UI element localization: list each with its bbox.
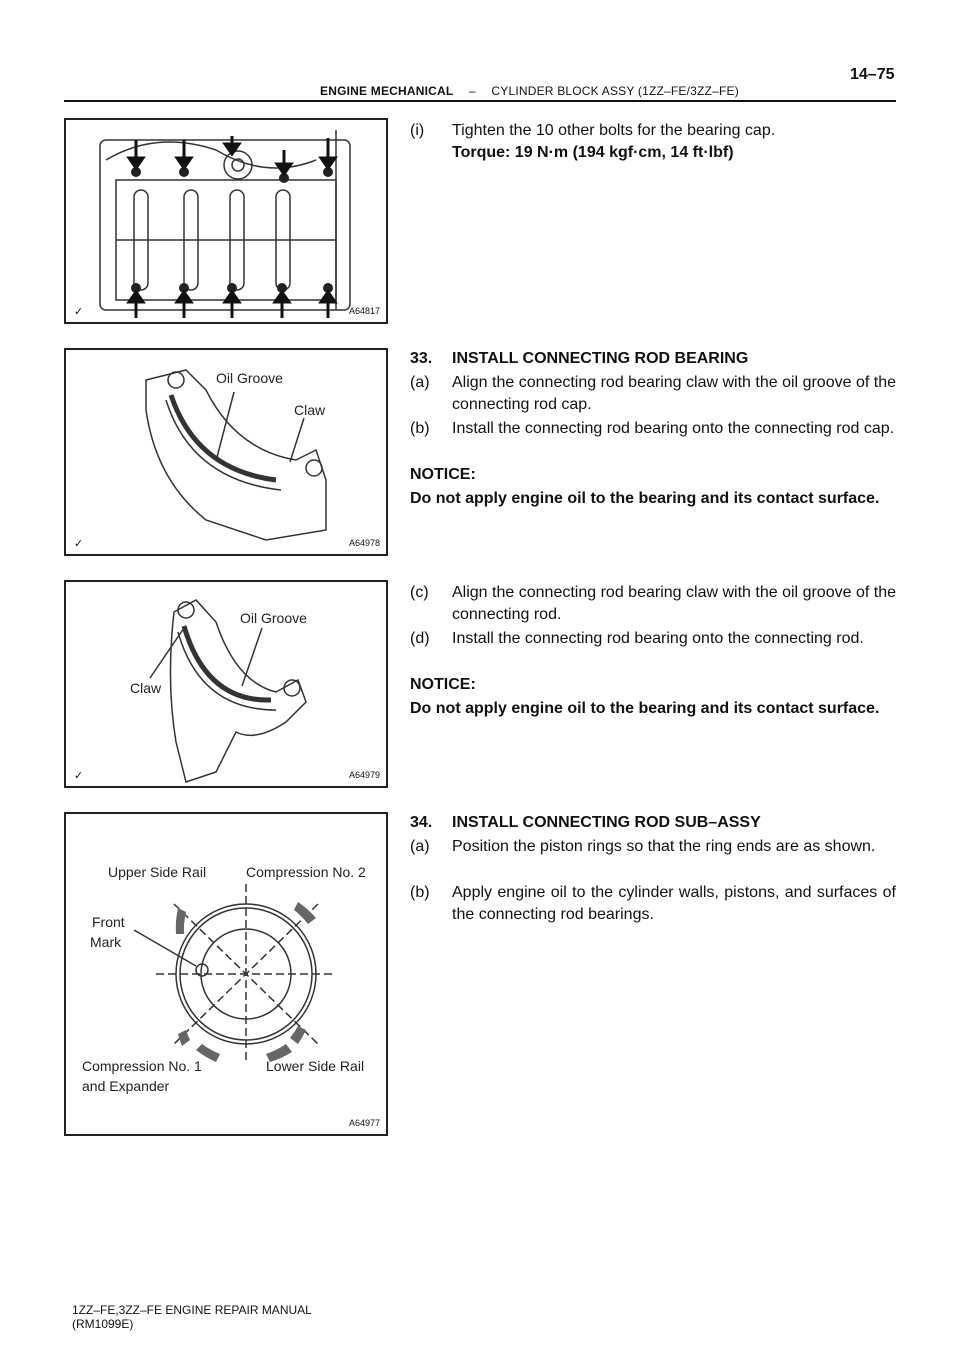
step-33-title: 33. INSTALL CONNECTING ROD BEARING bbox=[410, 350, 749, 367]
figure-mark: ✓ bbox=[74, 538, 84, 550]
step-33b: (b) Install the connecting rod bearing onto the connecting rod cap. bbox=[410, 420, 895, 437]
step-33d: (d) Install the connecting rod bearing onto the connecting rod. bbox=[410, 630, 864, 647]
notice-1-title: NOTICE: bbox=[410, 466, 476, 483]
step-34a: (a) Position the piston rings so that the ring ends are as shown. bbox=[410, 838, 876, 855]
figure-code: A64977 bbox=[348, 1118, 380, 1128]
label-compression-no-1: Compression No. 1 bbox=[82, 1058, 202, 1074]
figure-code: A64978 bbox=[348, 538, 380, 548]
step-33a: (a) Align the connecting rod bearing claw with the oil groove of the connecting rod cap. bbox=[410, 374, 896, 413]
label-oil-groove: Oil Groove bbox=[216, 370, 283, 386]
label-mark: Mark bbox=[90, 934, 122, 950]
label-claw: Claw bbox=[130, 680, 162, 696]
figure-bearing-cap-bolts bbox=[64, 118, 388, 324]
notice-2-text: Do not apply engine oil to the bearing and its contact surface. bbox=[410, 700, 880, 717]
label-upper-side-rail: Upper Side Rail bbox=[108, 864, 207, 880]
step-i: (i) Tighten the 10 other bolts for the bearing cap. Torque: 19 N·m (194 kgf·cm, 14 ft·lbf) bbox=[410, 120, 896, 164]
figure-rod-bearing bbox=[64, 580, 388, 788]
footer-manual-code: (RM1099E) bbox=[72, 1317, 134, 1331]
notice-1-text: Do not apply engine oil to the bearing and its contact surface. bbox=[410, 490, 880, 507]
step-33c: (c) Align the connecting rod bearing claw with the oil groove of the connecting rod. bbox=[410, 584, 896, 623]
step-34-title: 34. INSTALL CONNECTING ROD SUB–ASSY bbox=[410, 814, 761, 831]
label-compression-no-2: Compression No. 2 bbox=[246, 864, 366, 880]
label-front: Front bbox=[92, 914, 125, 930]
header-rule bbox=[64, 100, 896, 102]
figure-mark: ✓ bbox=[74, 770, 84, 782]
connecting-rod-diagram bbox=[66, 582, 386, 786]
step-34b: (b) Apply engine oil to the cylinder walls, pistons, and surfaces of the connecting rod bearings. bbox=[410, 884, 896, 923]
header-separator: – bbox=[468, 84, 476, 98]
label-lower-side-rail: Lower Side Rail bbox=[266, 1058, 365, 1074]
label-and-expander: and Expander bbox=[82, 1078, 170, 1094]
label-claw: Claw bbox=[294, 402, 326, 418]
figure-piston-rings bbox=[64, 812, 388, 1136]
notice-2-title: NOTICE: bbox=[410, 676, 476, 693]
figure-rod-cap-bearing bbox=[64, 348, 388, 556]
running-header bbox=[320, 84, 739, 98]
figure-code: A64817 bbox=[348, 306, 380, 316]
torque-spec: Torque: 19 N·m (194 kgf·cm, 14 ft·lbf) bbox=[452, 144, 734, 161]
cylinder-block-diagram bbox=[66, 120, 386, 322]
figure-mark: ✓ bbox=[74, 306, 84, 318]
footer-manual-title: 1ZZ–FE,3ZZ–FE ENGINE REPAIR MANUAL bbox=[72, 1303, 312, 1317]
header-subsection: CYLINDER BLOCK ASSY (1ZZ–FE/3ZZ–FE) bbox=[491, 84, 739, 98]
label-oil-groove: Oil Groove bbox=[240, 610, 307, 626]
header-section: ENGINE MECHANICAL bbox=[320, 84, 454, 98]
figure-code: A64979 bbox=[348, 770, 380, 780]
page-number: 14–75 bbox=[850, 66, 895, 83]
